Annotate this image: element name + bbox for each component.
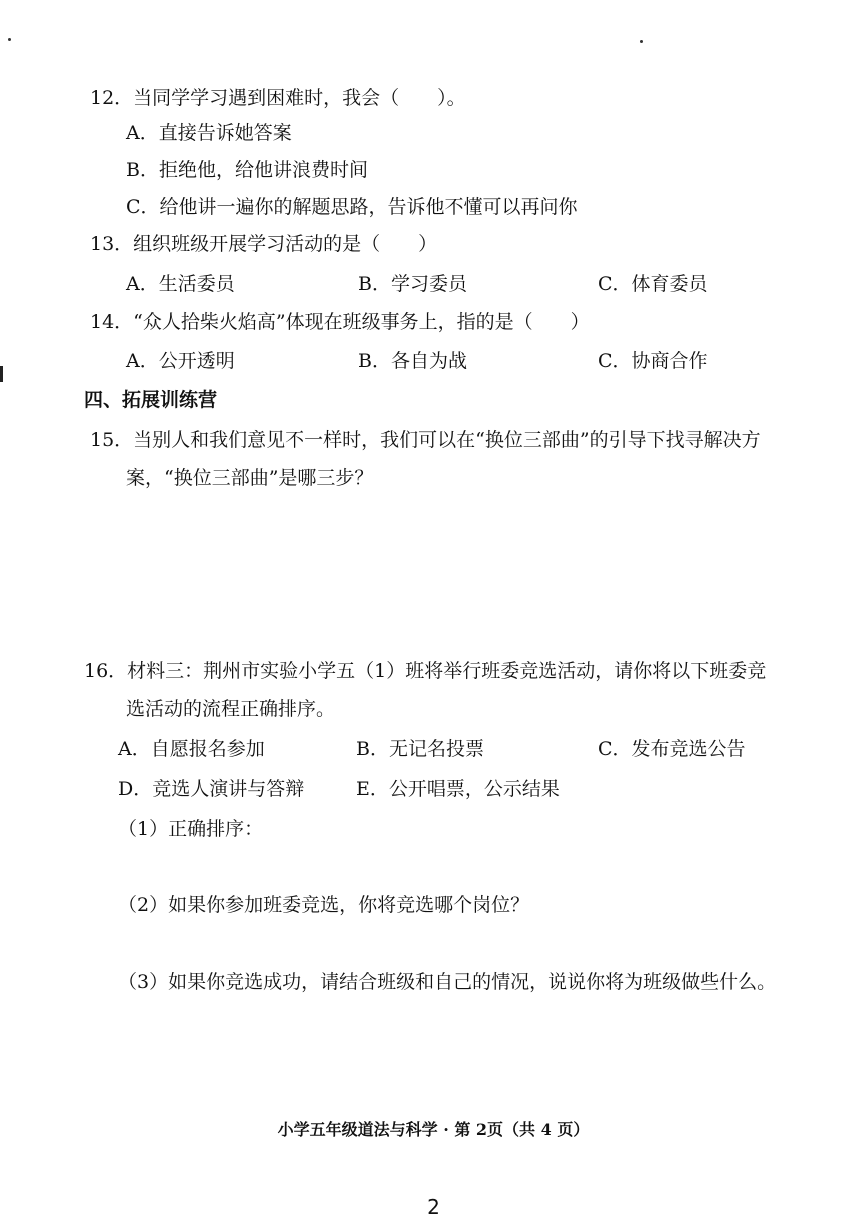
question-16-sub-1: （1）正确排序： bbox=[118, 818, 264, 840]
question-16-option-b: B．无记名投票 bbox=[356, 738, 484, 760]
question-15-line-2: 案，“换位三部曲”是哪三步？ bbox=[126, 467, 374, 489]
question-14-option-b: B．各自为战 bbox=[358, 350, 467, 372]
question-12-stem: 12．当同学学习遇到困难时，我会（ ）。 bbox=[90, 87, 466, 109]
question-16-sub-3: （3）如果你竞选成功，请结合班级和自己的情况，说说你将为班级做些什么。 bbox=[118, 971, 777, 993]
question-12-option-a: A．直接告诉她答案 bbox=[126, 122, 292, 144]
question-16-line-1: 16．材料三：荆州市实验小学五（1）班将举行班委竞选活动，请你将以下班委竞 bbox=[84, 660, 767, 682]
question-13-option-c: C．体育委员 bbox=[598, 273, 708, 295]
question-12-option-b: B．拒绝他，给他讲浪费时间 bbox=[126, 159, 368, 181]
question-14-stem: 14．“众人拾柴火焰高”体现在班级事务上，指的是（ ） bbox=[90, 311, 590, 333]
question-13-option-b: B．学习委员 bbox=[358, 273, 467, 295]
question-12-option-c: C．给他讲一遍你的解题思路，告诉他不懂可以再问你 bbox=[126, 196, 578, 218]
scan-speck bbox=[8, 38, 11, 41]
scan-edge-mark bbox=[0, 366, 3, 382]
question-16-sub-2: （2）如果你参加班委竞选，你将竞选哪个岗位？ bbox=[118, 894, 530, 916]
question-13-option-a: A．生活委员 bbox=[126, 273, 235, 295]
question-16-option-a: A．自愿报名参加 bbox=[118, 738, 265, 760]
question-16-option-e: E．公开唱票，公示结果 bbox=[356, 778, 560, 800]
section-title: 四、拓展训练营 bbox=[84, 389, 218, 411]
question-16-option-c: C．发布竞选公告 bbox=[598, 738, 746, 760]
page-number: 2 bbox=[427, 1195, 440, 1219]
question-15-line-1: 15．当别人和我们意见不一样时，我们可以在“换位三部曲”的引导下找寻解决方 bbox=[90, 429, 761, 451]
question-14-option-a: A．公开透明 bbox=[126, 350, 235, 372]
scan-speck bbox=[640, 40, 643, 43]
page-footer: 小学五年级道法与科学 · 第 2页（共 4 页） bbox=[277, 1120, 590, 1139]
question-16-option-d: D．竞选人演讲与答辩 bbox=[118, 778, 305, 800]
question-14-option-c: C．协商合作 bbox=[598, 350, 708, 372]
question-16-line-2: 选活动的流程正确排序。 bbox=[126, 698, 336, 720]
question-13-stem: 13．组织班级开展学习活动的是（ ） bbox=[90, 233, 438, 255]
